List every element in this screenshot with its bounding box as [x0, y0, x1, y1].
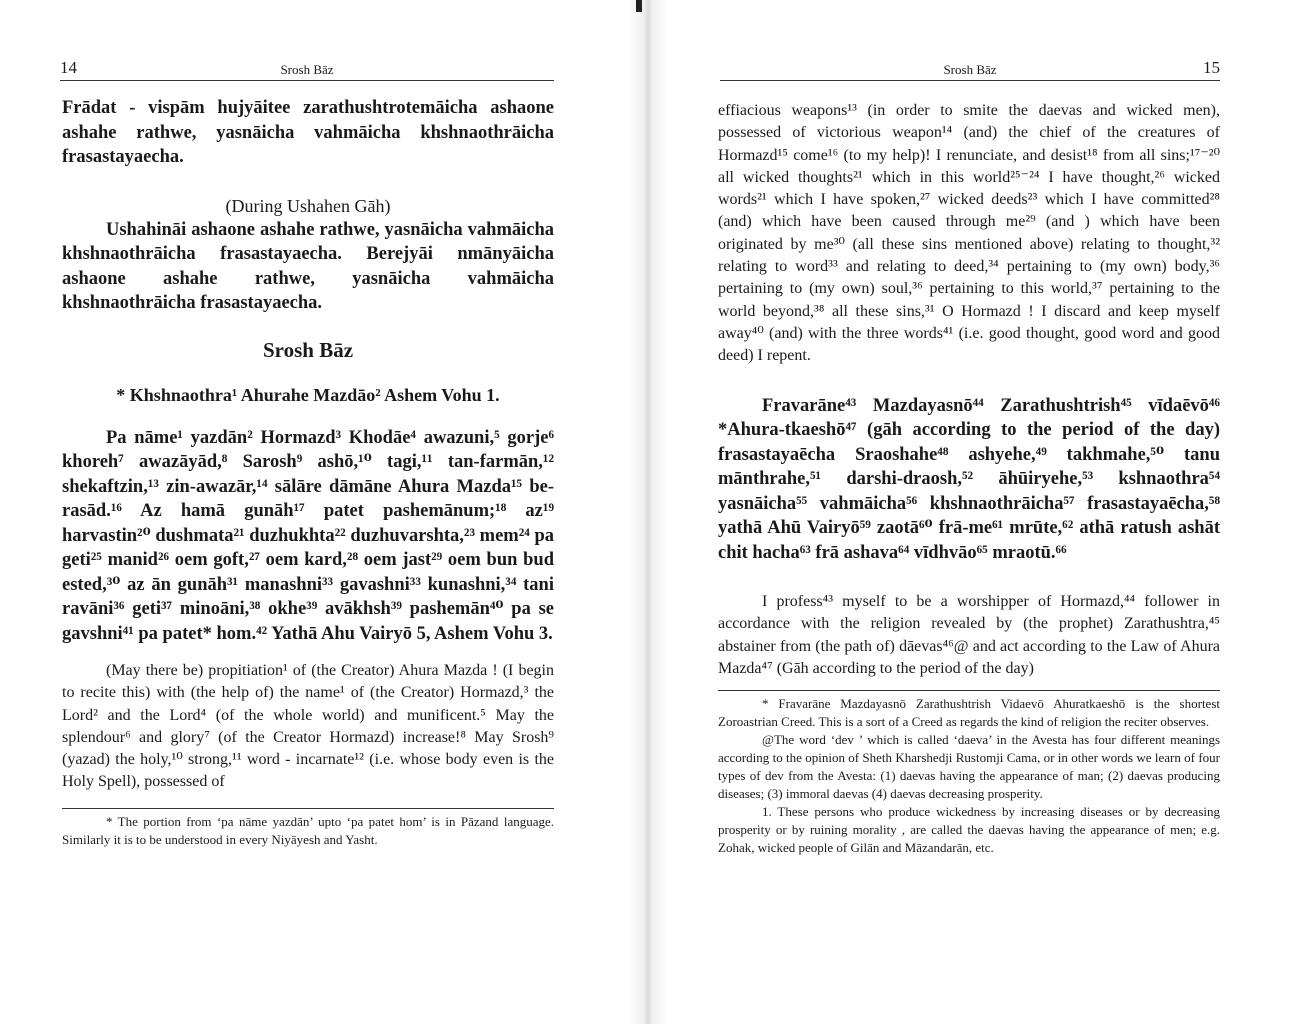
- page-number: 15: [1203, 58, 1220, 77]
- translation-paragraph: effiacious weapons¹³ (in order to smite the daevas and wicked men), possessed of victorious weapon¹⁴ (and) the chief of the creatures of Hormazd¹⁵ come¹⁶ (to my help)! I renunciate, and desist¹⁸ from all sins;¹⁷⁻²⁰ all wicked thoughts²¹ which in this world²⁵⁻²⁴ I have thought,²⁶ wicked words²¹ which I have spoken,²⁷ wicked deeds²³ which I have committed²⁸ (and) which have been caused through me²⁹ (and ) which have been originated by me³⁰ (all these sins mentioned above) relating to thought,³² relating to word³³ and relating to deed,³⁴ pertaining to (my own) body,³⁶ pertaining to (my own) soul,³⁶ pertaining to this world,³⁷ pertaining to the world beyond,³⁸ all these sins,³¹ O Hormazd ! I discard and keep myself away⁴⁰ (and) with the three words⁴¹ (i.e. good thought, good word and good deed) I repent.: [718, 102, 1220, 365]
- footnote: @The word ‘dev ’ which is called ‘daeva’ in the Avesta has four different meanings according to the opinion of Sheth Kharshedji Rustomji Cama, or in other words we learn of four types of dev from the Avesta: (1) daevas having the appearance of man; (2) daevas producing diseases; (3) immoral daevas (4) daevas decreasing prosperity.: [718, 732, 1220, 802]
- avestan-paragraph: Fravarāne⁴³ Mazdayasnō⁴⁴ Zarathushtrish⁴⁵ vīdaēvō⁴⁶ *Ahura-tkaeshō⁴⁷ (gāh according to the period of the day) frasastayaēcha Sraoshahe⁴⁸ ashyehe,⁴⁹ takhmahe,⁵⁰ tanu mānthrahe,⁵¹ darshi-draosh,⁵² āhūiryehe,⁵³ kshnaothra⁵⁴ yasnāicha⁵⁵ vahmāicha⁵⁶ khshnaothrāicha⁵⁷ frasastayaēcha,⁵⁸ yathā Ahū Vairyō⁵⁹ zaotā⁶⁰ frā-me⁶¹ mrūte,⁶² athā ratush ashāt chit hacha⁶³ frā ashava⁶⁴ vīdhvāo⁶⁵ mraotū.⁶⁶: [718, 395, 1220, 563]
- translation-paragraph: I profess⁴³ myself to be a worshipper of Hormazd,⁴⁴ follower in accordance with the religion revealed by (the prophet) Zarathushtra,⁴⁵ abstainer from (the path of) dāevas⁴⁶@ and act according to the Law of Ahura Mazda⁴⁷ (Gāh according to the period of the day): [718, 593, 1220, 677]
- left-page: [0, 0, 620, 1024]
- footnote: * Fravarāne Mazdayasnō Zarathushtrish Vidaevō Ahuratkaeshō is the shortest Zoroastrian Creed. This is a sort of a Creed as regards the kind of religion the reciter observes.: [718, 696, 1220, 730]
- book-gutter: [628, 0, 668, 1024]
- page-header: [720, 58, 1220, 81]
- running-title: Srosh Bāz: [280, 62, 334, 77]
- gah-note: (During Ushahen Gāh): [225, 195, 391, 216]
- footnote: 1. These persons who produce wickedness by increasing diseases or by decreasing prosperity or by ruining morality , are called the daevas having the appearance of men; e.g. Zohak, wicked people of Gilān and Māzandarān, etc.: [718, 804, 1220, 856]
- invocation-line: * Khshnaothra¹ Ahurahe Mazdāo² Ashem Vohu 1.: [116, 384, 500, 405]
- pazand-paragraph: Pa nāme¹ yazdān² Hormazd³ Khodāe⁴ awazuni,⁵ gorje⁶ khoreh⁷ awazāyād,⁸ Sarosh⁹ ashō,¹⁰ tagi,¹¹ tan-farmān,¹² shekaftzin,¹³ zin-awazār,¹⁴ sālāre dāmāne Ahura Mazda¹⁵ be-rasād.¹⁶ Az hamā gunāh¹⁷ patet pashemānum;¹⁸ az¹⁹ harvastin²⁰ dushmata²¹ duzhukhta²² duzhuvarshta,²³ mem²⁴ pa geti²⁵ manid²⁶ oem goft,²⁷ oem kard,²⁸ oem jast²⁹ oem bun bud ested,³⁰ az ān gunāh³¹ manashni³³ gavashni³³ kunashni,³⁴ tani ravāni³⁶ geti³⁷ minoāni,³⁸ okhe³⁹ avākhsh³⁹ pashemān⁴⁰ pa se gavshni⁴¹ pa patet* hom.⁴² Yathā Ahu Vairyō 5, Ashem Vohu 3.: [62, 427, 554, 644]
- section-title: Srosh Bāz: [262, 337, 354, 362]
- running-title: Srosh Bāz: [943, 62, 997, 77]
- right-page: [676, 0, 1296, 1024]
- avestan-paragraph: Ushahināi ashaone ashahe rathwe, yasnāicha vahmāicha khshnaothrāicha frasastayaecha. Berejyāi nmānyāicha ashaone ashahe rathwe, yasnāicha vahmāicha khshnaothrāicha frasastayaecha.: [62, 219, 554, 313]
- page-body: [718, 100, 1220, 857]
- page-header: [60, 58, 554, 81]
- footnote: * The portion from ‘pa nāme yazdān’ upto ‘pa patet hom’ is in Pāzand language. Similarly it is to be understood in every Niyāyesh and Yasht.: [62, 813, 554, 847]
- binding-mark: [636, 0, 642, 12]
- avestan-paragraph: Frādat - vispām hujyāitee zarathushtrotemāicha ashaone ashahe rathwe, yasnāicha vahmāicha khshnaothrāicha frasastayaecha.: [62, 98, 554, 167]
- page-number: 14: [60, 58, 77, 77]
- page-body: [62, 96, 554, 849]
- translation-paragraph: (May there be) propitiation¹ of (the Creator) Ahura Mazda ! (I begin to recite this) with (the help of) the name¹ of (the Creator) Hormazd,³ the Lord² and the Lord⁴ (of the whole world) and munificent.⁵ May the splendour⁶ and glory⁷ (of the Creator Hormazd) increase!⁸ May Srosh⁹ (yazad) the holy,¹⁰ strong,¹¹ word - incarnate¹² (i.e. whose body even is the Holy Spell), possessed of: [62, 662, 554, 791]
